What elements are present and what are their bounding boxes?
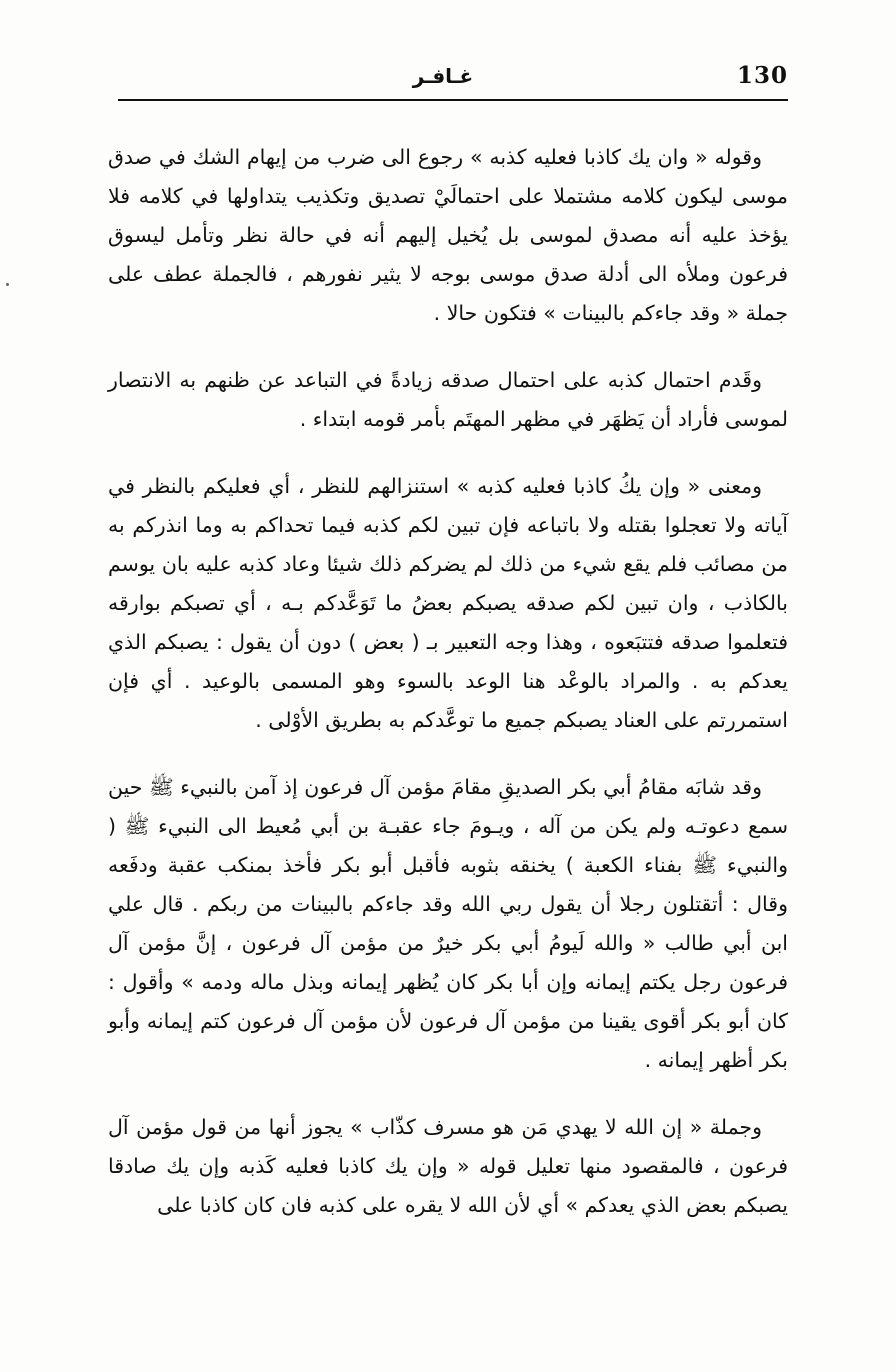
paragraph: وقوله « وان يك كاذبا فعليه كذبه » رجوع الى ضرب من إيهام الشك في صدق موسى ليكون كلامه مشتملا على احتمالَيْ تصديق وتكذيب يتداولها في كلامه فلا يؤخذ عليه أنه مصدق لموسى بل يُخيل إليهم أنه في حالة نظر وتأمل ليسوق فرعون وملأه الى أدلة صدق موسى بوجه لا يثير نفورهم ، فالجملة عطف على جملة « وقد جاءكم بالبينات » فتكون حالا . — [108, 145, 788, 325]
running-title: غـافـر — [412, 64, 474, 88]
paragraph: ومعنى « وإن يكُ كاذبا فعليه كذبه » استنزالهم للنظر ، أي فعليكم بالنظر في آياته ولا تعجلوا بقتله ولا باتباعه فإن تبين لكم كذبه فيما تحداكم به وما انذركم به من مصائب فلم يقع شيء من ذلك لم يضركم ذلك شيئا وعاد كذبه عليه بان يوسم بالكاذب ، وان تبين لكم صدقه يصبكم بعضُ ما تَوَعَّدكم بـه ، أي تصبكم بوارقه فتعلموا صدقه فتتبَعوه ، وهذا وجه التعبير بـ ( بعض ) دون أن يقول : يصبكم الذي يعدكم به . والمراد بالوعْد هنا الوعد بالسوء وهو المسمى بالوعيد . أي فإن استمررتم على العناد يصبكم جميع ما توعَّدكم به بطريق الأوْلى . — [108, 474, 788, 732]
paragraph: وقد شابَه مقامُ أبي بكر الصديقِ مقامَ مؤمن آل فرعون إذ آمن بالنبيء ﷺ حين سمع دعوتـه ولم يكن من آله ، ويـومَ جاء عقبـة بن أبي مُعيط الى النبيء ﷺ ( والنبيء ﷺ بفناء الكعبة ) يخنقه بثوبه فأقبل أبو بكر فأخذ بمنكب عقبة ودفَعه وقال : أتقتلون رجلا أن يقول ربي الله وقد جاءكم بالبينات من ربكم . قال علي ابن أبي طالب « والله لَيومُ أبي بكر خيرٌ من مؤمن آل فرعون ، إنَّ مؤمن آل فرعون رجل يكتم إيمانه وإن أبا بكر كان يُظهر إيمانه وبذل ماله ودمه » وأقول : كان أبو بكر أقوى يقينا من مؤمن آل فرعون لأن مؤمن آل فرعون كتم إيمانه وأبو بكر أظهر إيمانه . — [108, 775, 788, 1072]
page-header — [118, 60, 788, 102]
body-text — [108, 138, 788, 1253]
header-divider — [118, 99, 788, 101]
page-number: 130 — [736, 62, 788, 89]
paragraph: وقَدم احتمال كذبه على احتمال صدقه زيادةً في التباعد عن ظنهم به الانتصار لموسى فأراد أن يَظهَر في مظهر المهتَم بأمر قومه ابتداء . — [108, 368, 788, 431]
paragraph: وجملة « إن الله لا يهدي مَن هو مسرف كذّاب » يجوز أنها من قول مؤمن آل فرعون ، فالمقصود منها تعليل قوله « وإن يك كاذبا فعليه كَذبه وإن يك صادقا يصبكم بعض الذي يعدكم » أي لأن الله لا يقره على كذبه فان كان كاذبا على — [108, 1115, 788, 1217]
margin-speck — [6, 283, 9, 286]
